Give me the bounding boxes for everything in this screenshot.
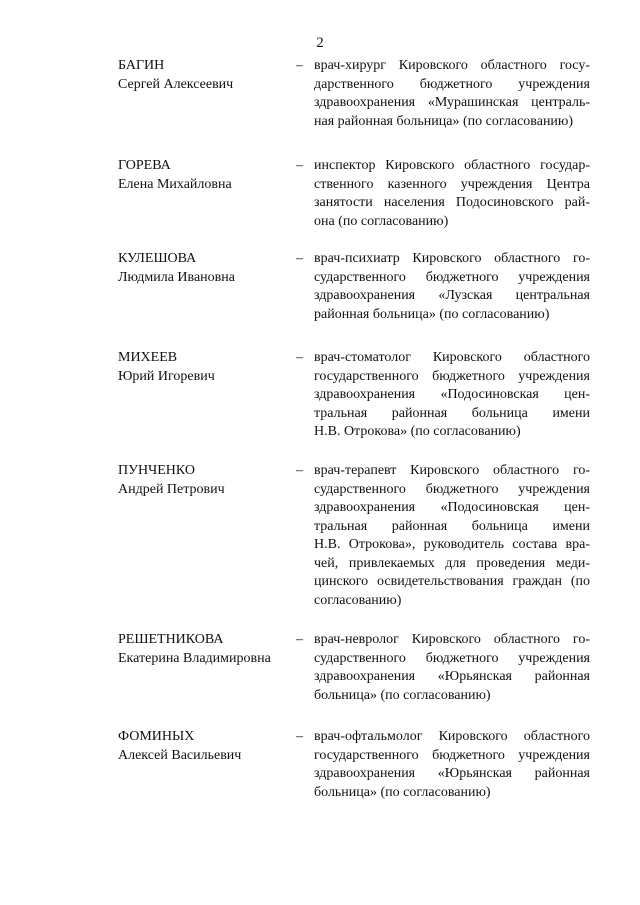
- position-line: врач-хирург Кировского областного госу-: [314, 58, 590, 73]
- person-given-name: Елена Михайловна: [118, 176, 232, 192]
- person-surname: МИХЕЕВ: [118, 350, 178, 365]
- position-description: [314, 250, 590, 324]
- entry-dash: –: [296, 350, 303, 365]
- person-given-name: Алексей Васильевич: [118, 747, 242, 763]
- person-name-block: [118, 728, 288, 765]
- position-description: [314, 157, 590, 231]
- position-line: тральная районная больница имени: [314, 405, 590, 421]
- entry-dash: –: [296, 251, 303, 266]
- entry-dash: –: [296, 58, 303, 73]
- person-surname: ГОРЕВА: [118, 158, 171, 173]
- position-line: здравоохранения «Мурашинская централь-: [314, 95, 590, 110]
- position-line: она (по согласованию): [314, 213, 449, 229]
- person-given-name: Сергей Алексеевич: [118, 76, 234, 92]
- entry-dash: –: [296, 729, 303, 744]
- position-line: чей, привлекаемых для проведения меди-: [314, 555, 590, 571]
- position-line: больница» (по согласованию): [314, 784, 491, 800]
- position-line: ная районная больница» (по согласованию): [314, 113, 574, 129]
- position-description: [314, 728, 590, 802]
- person-given-name: Андрей Петрович: [118, 481, 225, 497]
- position-line: районная больница» (по согласованию): [314, 306, 550, 322]
- position-line: государственного бюджетного учреждения: [314, 747, 590, 763]
- person-given-name: Екатерина Владимировна: [118, 650, 271, 666]
- position-line: врач-терапевт Кировского областного го-: [314, 463, 590, 478]
- position-line: тральная районная больница имени: [314, 518, 590, 534]
- entry-dash: –: [296, 158, 303, 173]
- position-line: дарственного бюджетного учреждения: [314, 76, 590, 92]
- position-line: врач-стоматолог Кировского областного: [314, 350, 590, 365]
- person-surname: ПУНЧЕНКО: [118, 463, 195, 478]
- position-line: здравоохранения «Юрьянская районная: [314, 766, 590, 781]
- position-line: врач-психиатр Кировского областного го-: [314, 251, 590, 266]
- position-line: занятости населения Подосиновского рай-: [314, 195, 590, 210]
- position-line: Н.В. Отрокова» (по согласованию): [314, 424, 521, 439]
- position-line: цинского освидетельствования граждан (по: [314, 574, 590, 589]
- person-name-block: [118, 462, 288, 499]
- position-line: инспектор Кировского областного государ-: [314, 158, 590, 173]
- position-line: ственного казенного учреждения Центра: [314, 176, 590, 192]
- person-name-block: [118, 631, 288, 668]
- entry-dash: –: [296, 632, 303, 647]
- person-name-block: [118, 250, 288, 287]
- person-name-block: [118, 349, 288, 386]
- position-line: сударственного бюджетного учреждения: [314, 650, 590, 666]
- position-description: [314, 349, 590, 442]
- position-line: врач-офтальмолог Кировского областного: [314, 729, 590, 744]
- position-line: здравоохранения «Подосиновская цен-: [314, 387, 590, 402]
- person-given-name: Юрий Игоревич: [118, 368, 215, 384]
- person-name-block: [118, 157, 288, 194]
- position-description: [314, 57, 590, 131]
- person-surname: ФОМИНЫХ: [118, 729, 195, 744]
- position-line: здравоохранения «Лузская центральная: [314, 288, 590, 303]
- position-line: согласованию): [314, 592, 402, 608]
- page-number: 2: [316, 35, 324, 51]
- person-surname: БАГИН: [118, 58, 165, 73]
- entry-dash: –: [296, 463, 303, 478]
- position-line: здравоохранения «Подосиновская цен-: [314, 500, 590, 515]
- position-line: здравоохранения «Юрьянская районная: [314, 669, 590, 684]
- position-description: [314, 631, 590, 705]
- position-line: сударственного бюджетного учреждения: [314, 481, 590, 497]
- person-name-block: [118, 57, 288, 94]
- person-surname: РЕШЕТНИКОВА: [118, 632, 224, 647]
- position-line: Н.В. Отрокова», руководитель состава вра-: [314, 537, 590, 552]
- position-line: врач-невролог Кировского областного го-: [314, 632, 590, 647]
- position-line: сударственного бюджетного учреждения: [314, 269, 590, 285]
- person-surname: КУЛЕШОВА: [118, 251, 197, 266]
- position-line: государственного бюджетного учреждения: [314, 368, 590, 384]
- position-description: [314, 462, 590, 610]
- position-line: больница» (по согласованию): [314, 687, 491, 703]
- person-given-name: Людмила Ивановна: [118, 269, 235, 285]
